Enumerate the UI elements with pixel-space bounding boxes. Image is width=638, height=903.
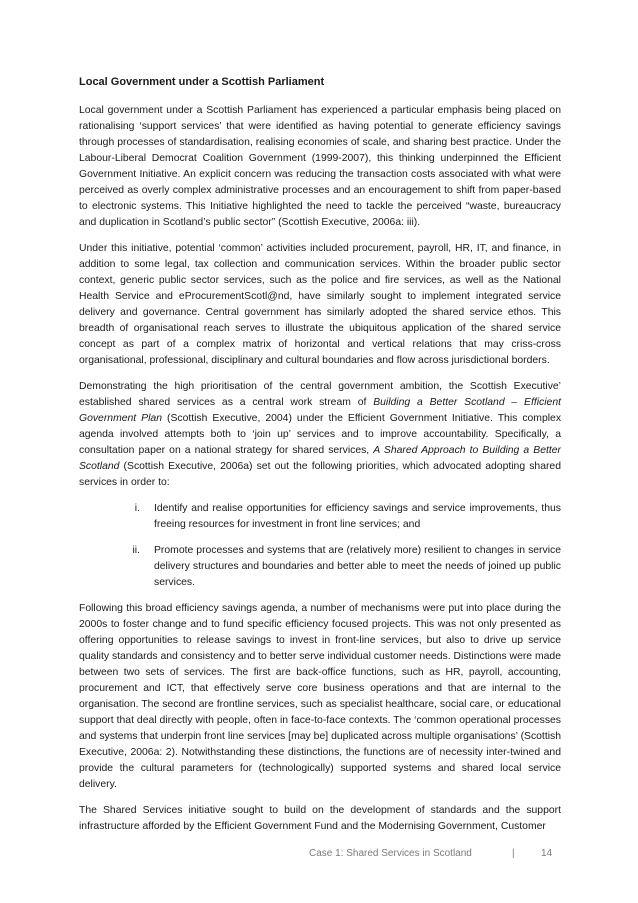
paragraph-1: Local government under a Scottish Parliament has experienced a particular emphasis being placed on rationalising ‘support services’ that were identified as having potential to generate efficiency savings through processes of standardisation, realising economies of scale, and sharing best practice. Under the Labour-Liberal Democrat Coalition Government (1999-2007), this thinking underpinned the Efficient Government Initiative. An explicit concern was reducing the transaction costs associated with what were perceived as overly complex administrative processes and an encouragement to shift from paper-based to electronic systems. This Initiative highlighted the need to tackle the perceived “waste, bureaucracy and duplication in Scotland’s public sector” (Scottish Executive, 2006a: iii). bbox=[79, 105, 561, 228]
document-page bbox=[79, 74, 561, 845]
list-item bbox=[79, 543, 561, 591]
paragraph-3-text-e: (Scottish Executive, 2006a) set out the following priorities, which advocated adopting shared services in order to: bbox=[79, 461, 561, 488]
paragraph-2: Under this initiative, potential ‘common’ activities included procurement, payroll, HR, IT, and finance, in addition to some legal, tax collection and communication services. Within the broader public sector context, generic public sector services, such as the police and fire services, as well as the National Health Service and eProcurementScotl@nd, have similarly sought to implement integrated service delivery and governance. Central government has similarly adopted the shared service ethos. This breadth of organisational reach serves to illustrate the ubiquitous application of the shared service concept as part of a complex matrix of horizontal and vertical relations that may criss-cross organisational, professional, disciplinary and cultural boundaries and flow across jurisdictional borders. bbox=[79, 243, 561, 366]
page-number: 14 bbox=[541, 848, 553, 859]
page-footer bbox=[0, 848, 638, 864]
paragraph-3-text-c: (Scottish Executive, 2004) under the Efficient Government Initiative. This complex agenda involved attempts both to ‘join up’ services and to improve accountability. Specifically, a consultation paper on a national strategy for shared services, bbox=[79, 413, 562, 456]
plan-title-efficient-government: Building a Better Scotland – Efficient Government Plan bbox=[79, 397, 561, 424]
paragraph-5: The Shared Services initiative sought to build on the development of standards and the support infrastructure afforded by the Efficient Government Fund and the Modernising Government, Customer bbox=[79, 805, 561, 832]
list-item-text: Identify and realise opportunities for efficiency savings and service improvements, thus freeing resources for investment in front line services; and bbox=[154, 503, 561, 530]
list-item bbox=[79, 501, 561, 533]
paragraph-3-text-a: Demonstrating the high prioritisation of the central government ambition, the Scottish Executive’ established shared services as a central work stream of bbox=[79, 381, 561, 408]
plan-title-shared-approach: A Shared Approach to Building a Better Scotland bbox=[79, 445, 561, 472]
paragraph-3 bbox=[79, 379, 561, 491]
priorities-list bbox=[79, 501, 561, 591]
paragraph-4: Following this broad efficiency savings agenda, a number of mechanisms were put into place during the 2000s to foster change and to fund specific efficiency focused projects. This was not only presented as offering opportunities to release savings to invest in front-line services, but also to drive up service quality standards and consistency and to better serve individual customer needs. Distinctions were made between two sets of services. The first are back-office functions, such as HR, payroll, accounting, procurement and ICT, that effectively serve core business operations and that are internal to the organisation. The second are frontline services, such as specialist healthcare, social care, or educational support that deal directly with people, often in face-to-face contexts. The ‘common operational processes and systems that underpin front line services [may be] duplicated across multiple organisations’ (Scottish Executive, 2006a: 2). Notwithstanding these distinctions, the functions are of necessity inter-twined and provide the cultural parameters for (technologically) supported systems and shared local service delivery. bbox=[79, 603, 561, 790]
footer-case-title: Case 1: Shared Services in Scotland bbox=[309, 848, 472, 859]
list-item-number: ii. bbox=[132, 545, 140, 556]
footer-separator: | bbox=[512, 848, 515, 859]
list-item-number: i. bbox=[134, 503, 140, 514]
list-item-text: Promote processes and systems that are (relatively more) resilient to changes in service delivery structures and boundaries and better able to meet the needs of joined up public services. bbox=[154, 545, 561, 588]
section-heading: Local Government under a Scottish Parliament bbox=[79, 76, 325, 88]
